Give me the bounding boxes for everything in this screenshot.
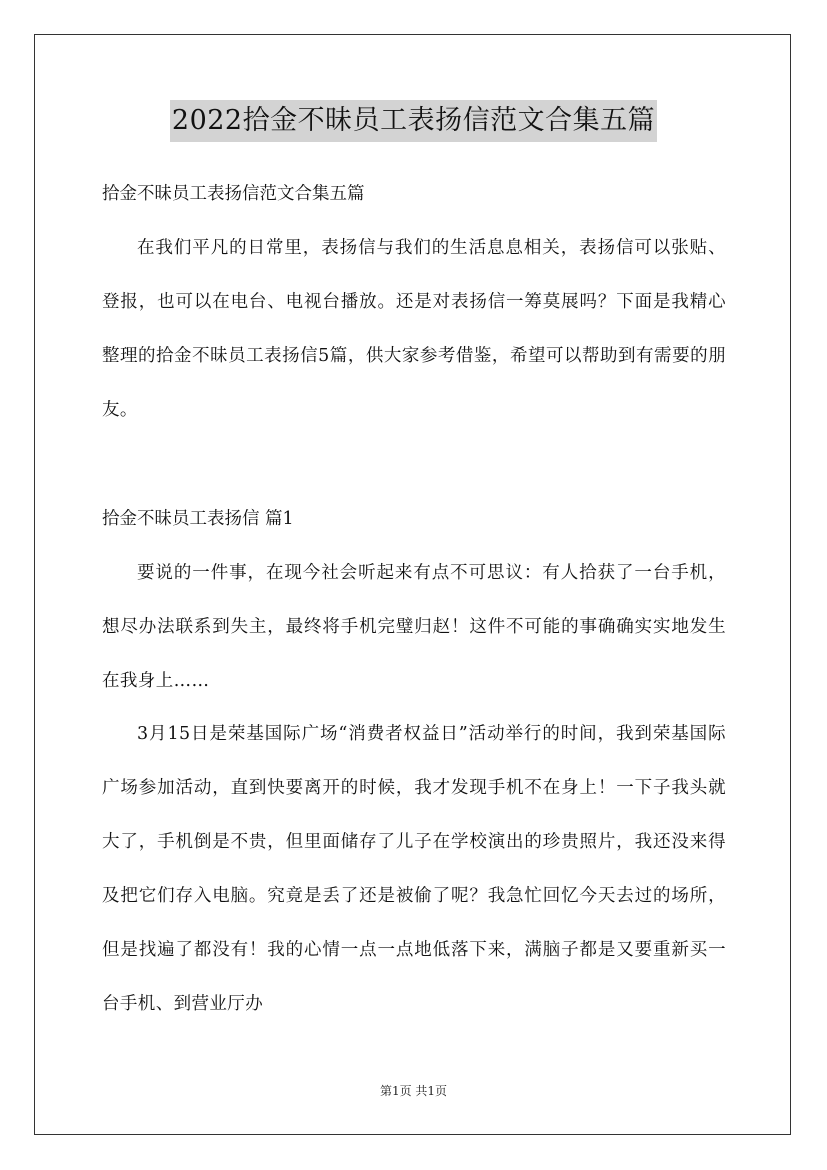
body-paragraph-2: 3月15日是荣基国际广场“消费者权益日”活动举行的时间，我到荣基国际广场参加活动，直到快要离开的时候，我才发现手机不在身上！一下子我头就大了，手机倒是不贵，但里面储存了儿子在学校演出的珍贵照片，我还没来得及把它们存入电脑。究竟是丢了还是被偷了呢？我急忙回忆今天去过的场所，但是找遍了都没有！我的心情一点一点地低落下来，满脑子都是又要重新买一台手机、到营业厅办 <box>102 724 726 1014</box>
intro-paragraph: 在我们平凡的日常里，表扬信与我们的生活息息相关，表扬信可以张贴、登报，也可以在电台、电视台播放。还是对表扬信一筹莫展吗？下面是我精心整理的拾金不昧员工表扬信5篇，供大家参考借鉴，希望可以帮助到有需要的朋友。 <box>102 238 726 420</box>
document-subtitle: 拾金不昧员工表扬信范文合集五篇 <box>102 184 365 204</box>
document-title: 2022拾金不昧员工表扬信范文合集五篇 <box>170 100 657 142</box>
section-heading: 拾金不昧员工表扬信 篇1 <box>102 509 294 529</box>
body-paragraph-1: 要说的一件事，在现今社会听起来有点不可思议：有人拾获了一台手机，想尽办法联系到失主，最终将手机完璧归赵！这件不可能的事确确实实地发生在我身上…… <box>102 563 726 691</box>
page-footer: 第1页 共1页 <box>379 1084 448 1098</box>
title-container <box>0 100 827 142</box>
